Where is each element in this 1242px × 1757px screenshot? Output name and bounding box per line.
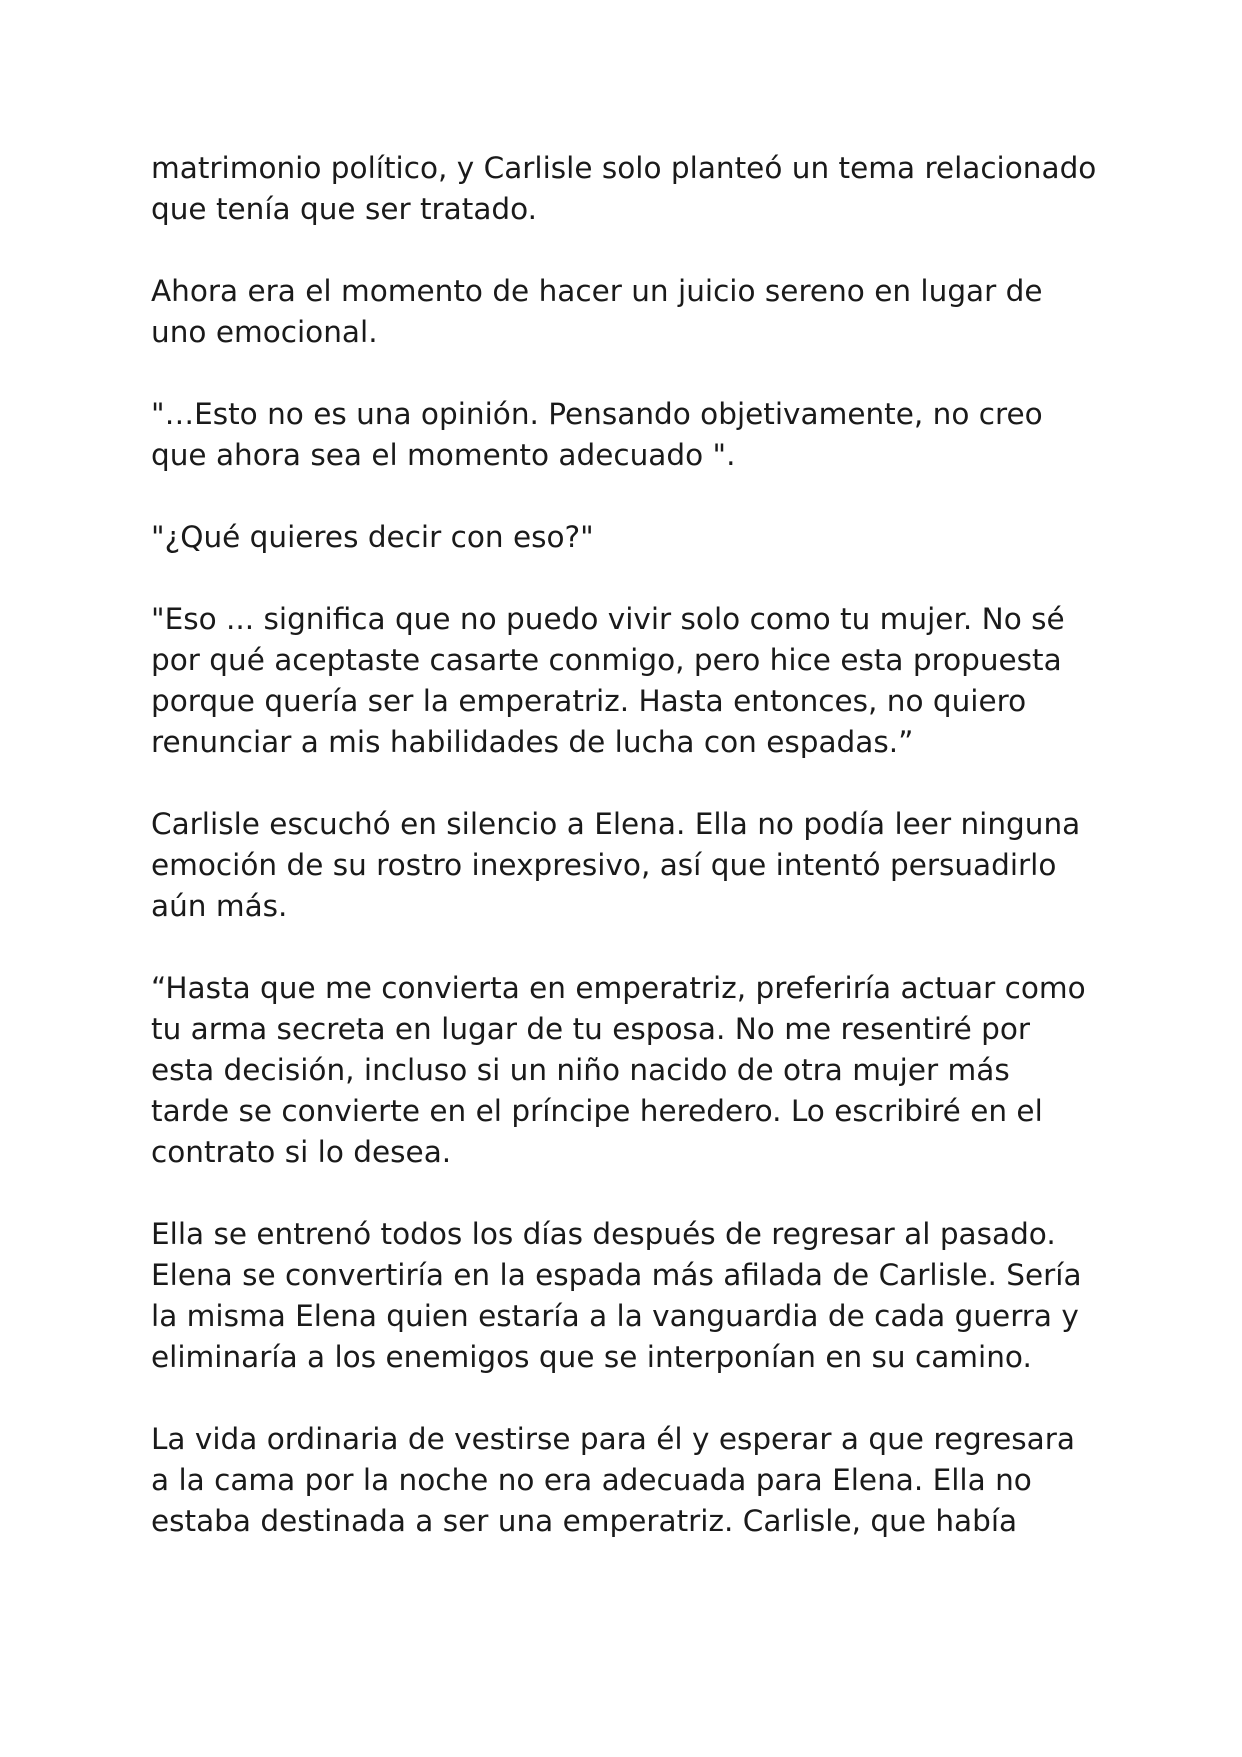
text-line: estaba destinada a ser una emperatriz. Carlisle, que había (151, 1504, 1018, 1538)
paragraph-8 (151, 1214, 1111, 1378)
text-line: porque quería ser la emperatriz. Hasta entonces, no quiero (151, 684, 1027, 718)
text-line: matrimonio político, y Carlisle solo planteó un tema relacionado (151, 151, 1097, 185)
text-line: por qué aceptaste casarte conmigo, pero hice esta propuesta (151, 643, 1062, 677)
paragraph-6 (151, 804, 1111, 927)
text-column (151, 148, 1111, 1583)
paragraph-7 (151, 968, 1111, 1173)
text-line: "…Esto no es una opinión. Pensando objetivamente, no creo (151, 397, 1043, 431)
text-line: aún más. (151, 889, 288, 923)
text-line: tu arma secreta en lugar de tu esposa. No me resentiré por (151, 1012, 1030, 1046)
paragraph-1 (151, 148, 1111, 230)
text-line: eliminaría a los enemigos que se interponían en su camino. (151, 1340, 1032, 1374)
paragraph-4 (151, 517, 1111, 558)
text-line: Ahora era el momento de hacer un juicio sereno en lugar de (151, 274, 1043, 308)
text-line: esta decisión, incluso si un niño nacido de otra mujer más (151, 1053, 1010, 1087)
text-line: "¿Qué quieres decir con eso?" (151, 520, 594, 554)
text-line: “Hasta que me convierta en emperatriz, preferiría actuar como (151, 971, 1086, 1005)
text-line: uno emocional. (151, 315, 378, 349)
paragraph-9 (151, 1419, 1111, 1542)
text-line: contrato si lo desea. (151, 1135, 452, 1169)
text-line: Carlisle escuchó en silencio a Elena. Ella no podía leer ninguna (151, 807, 1081, 841)
text-line: La vida ordinaria de vestirse para él y esperar a que regresara (151, 1422, 1075, 1456)
paragraph-2 (151, 271, 1111, 353)
text-line: emoción de su rostro inexpresivo, así que intentó persuadirlo (151, 848, 1057, 882)
text-line: que tenía que ser tratado. (151, 192, 538, 226)
text-line: renunciar a mis habilidades de lucha con espadas.” (151, 725, 914, 759)
paragraph-5 (151, 599, 1111, 763)
text-line: "Eso ... significa que no puedo vivir solo como tu mujer. No sé (151, 602, 1065, 636)
text-line: a la cama por la noche no era adecuada para Elena. Ella no (151, 1463, 1032, 1497)
text-line: Ella se entrenó todos los días después de regresar al pasado. (151, 1217, 1056, 1251)
text-line: que ahora sea el momento adecuado ". (151, 438, 736, 472)
text-line: tarde se convierte en el príncipe heredero. Lo escribiré en el (151, 1094, 1043, 1128)
text-line: la misma Elena quien estaría a la vanguardia de cada guerra y (151, 1299, 1079, 1333)
text-line: Elena se convertiría en la espada más afilada de Carlisle. Sería (151, 1258, 1082, 1292)
paragraph-3 (151, 394, 1111, 476)
